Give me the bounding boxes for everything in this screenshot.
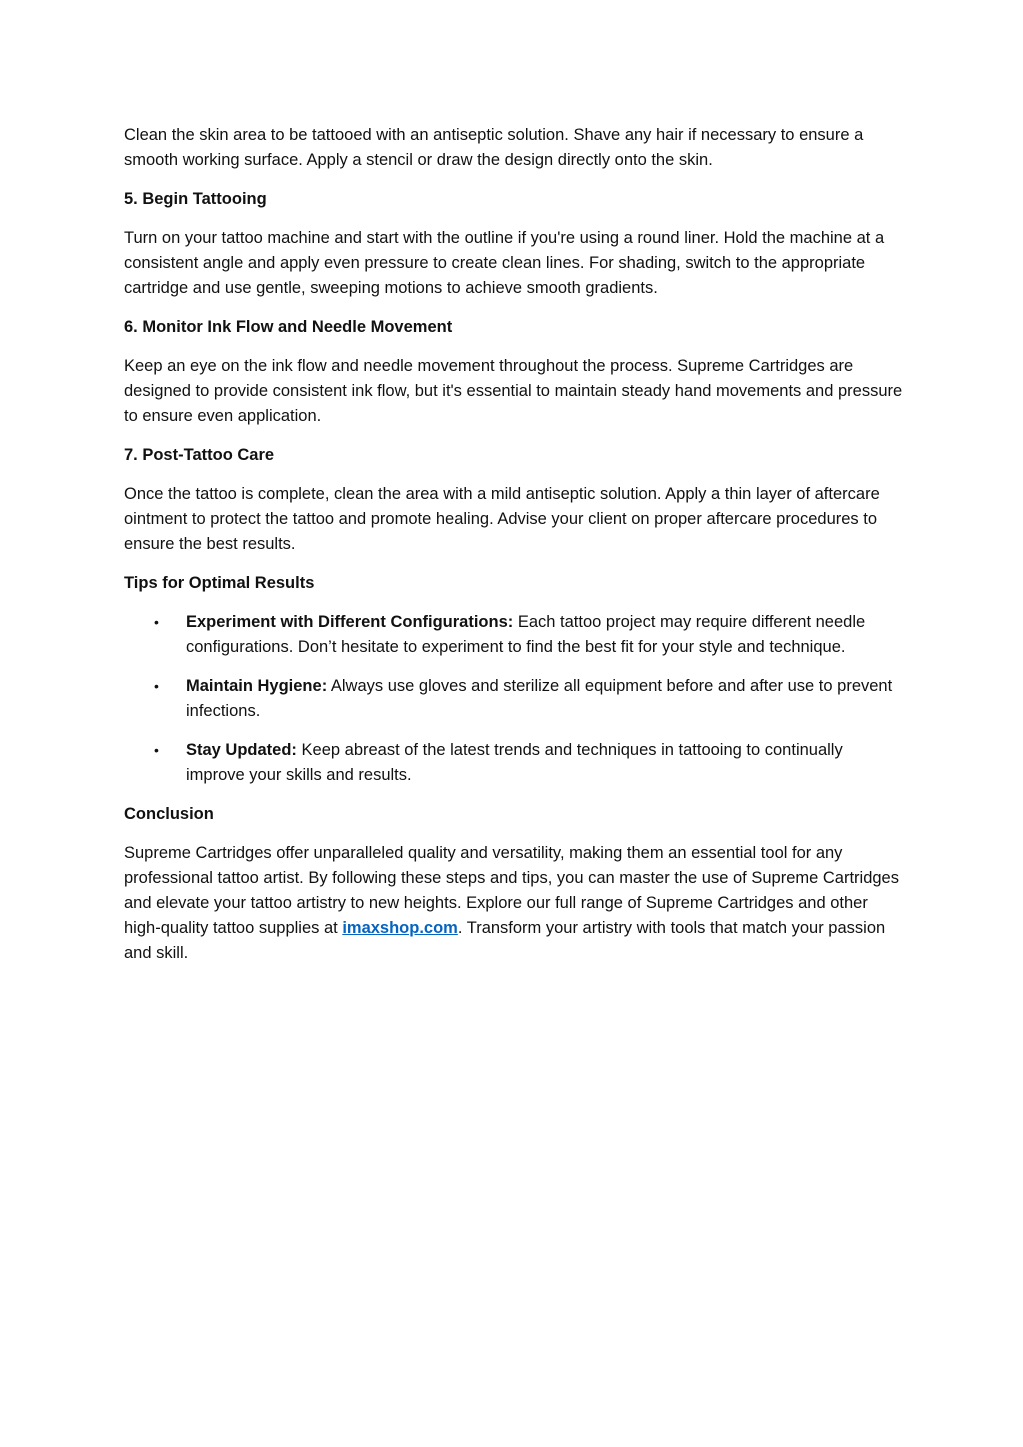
document-page — [124, 123, 904, 980]
tip-item-stay-updated — [124, 738, 904, 788]
conclusion-paragraph — [124, 841, 904, 966]
conclusion-text-before-link: Supreme Cartridges offer unparalleled quality and versatility, making them an essential tool for any professional tattoo artist. By following these steps and tips, you can master the use of Supreme Cartridges and elevate your tattoo artistry to new heights. Explore our full range of Supreme Cartridges and other high-quality tattoo supplies at — [124, 844, 899, 937]
post-tattoo-care-paragraph: Once the tattoo is complete, clean the area with a mild antiseptic solution. Apply a thin layer of aftercare ointment to protect the tattoo and promote healing. Advise your client on proper aftercare procedures to ensure the best results. — [124, 485, 880, 553]
begin-tattooing-paragraph: Turn on your tattoo machine and start with the outline if you're using a round liner. Hold the machine at a consistent angle and apply even pressure to create clean lines. For shading, switch to the appropriate cartridge and use gentle, sweeping motions to achieve smooth gradients. — [124, 229, 885, 297]
bullet-icon: • — [154, 678, 159, 694]
imaxshop-link[interactable]: imaxshop.com — [342, 919, 458, 937]
section-heading-begin-tattooing: 5. Begin Tattooing — [124, 190, 267, 208]
tip-label: Maintain Hygiene: — [186, 677, 328, 695]
section-heading-monitor-ink-flow: 6. Monitor Ink Flow and Needle Movement — [124, 318, 453, 336]
tip-label: Stay Updated: — [186, 741, 297, 759]
tip-text: Always use gloves and sterilize all equipment before and after use to prevent infections. — [186, 677, 893, 720]
section-heading-tips: Tips for Optimal Results — [124, 574, 315, 592]
section-heading-post-tattoo-care: 7. Post-Tattoo Care — [124, 446, 275, 464]
bullet-icon: • — [154, 614, 159, 630]
tip-label: Experiment with Different Configurations: — [186, 613, 514, 631]
bullet-icon: • — [154, 742, 159, 758]
tip-text: Each tattoo project may require different needle configurations. Don’t hesitate to experiment to find the best fit for your style and technique. — [186, 613, 866, 656]
tips-list — [124, 610, 904, 788]
tip-item-hygiene — [124, 674, 904, 724]
monitor-ink-flow-paragraph: Keep an eye on the ink flow and needle movement throughout the process. Supreme Cartridges are designed to provide consistent ink flow, but it's essential to maintain steady hand movements and pressure to ensure even application. — [124, 357, 903, 425]
conclusion-text-after-link: . Transform your artistry with tools that match your passion and skill. — [124, 919, 886, 962]
tip-item-experiment — [124, 610, 904, 660]
tip-text: Keep abreast of the latest trends and techniques in tattooing to continually improve your skills and results. — [186, 741, 843, 784]
section-heading-conclusion: Conclusion — [124, 805, 214, 823]
intro-paragraph: Clean the skin area to be tattooed with an antiseptic solution. Shave any hair if necessary to ensure a smooth working surface. Apply a stencil or draw the design directly onto the skin. — [124, 126, 864, 169]
